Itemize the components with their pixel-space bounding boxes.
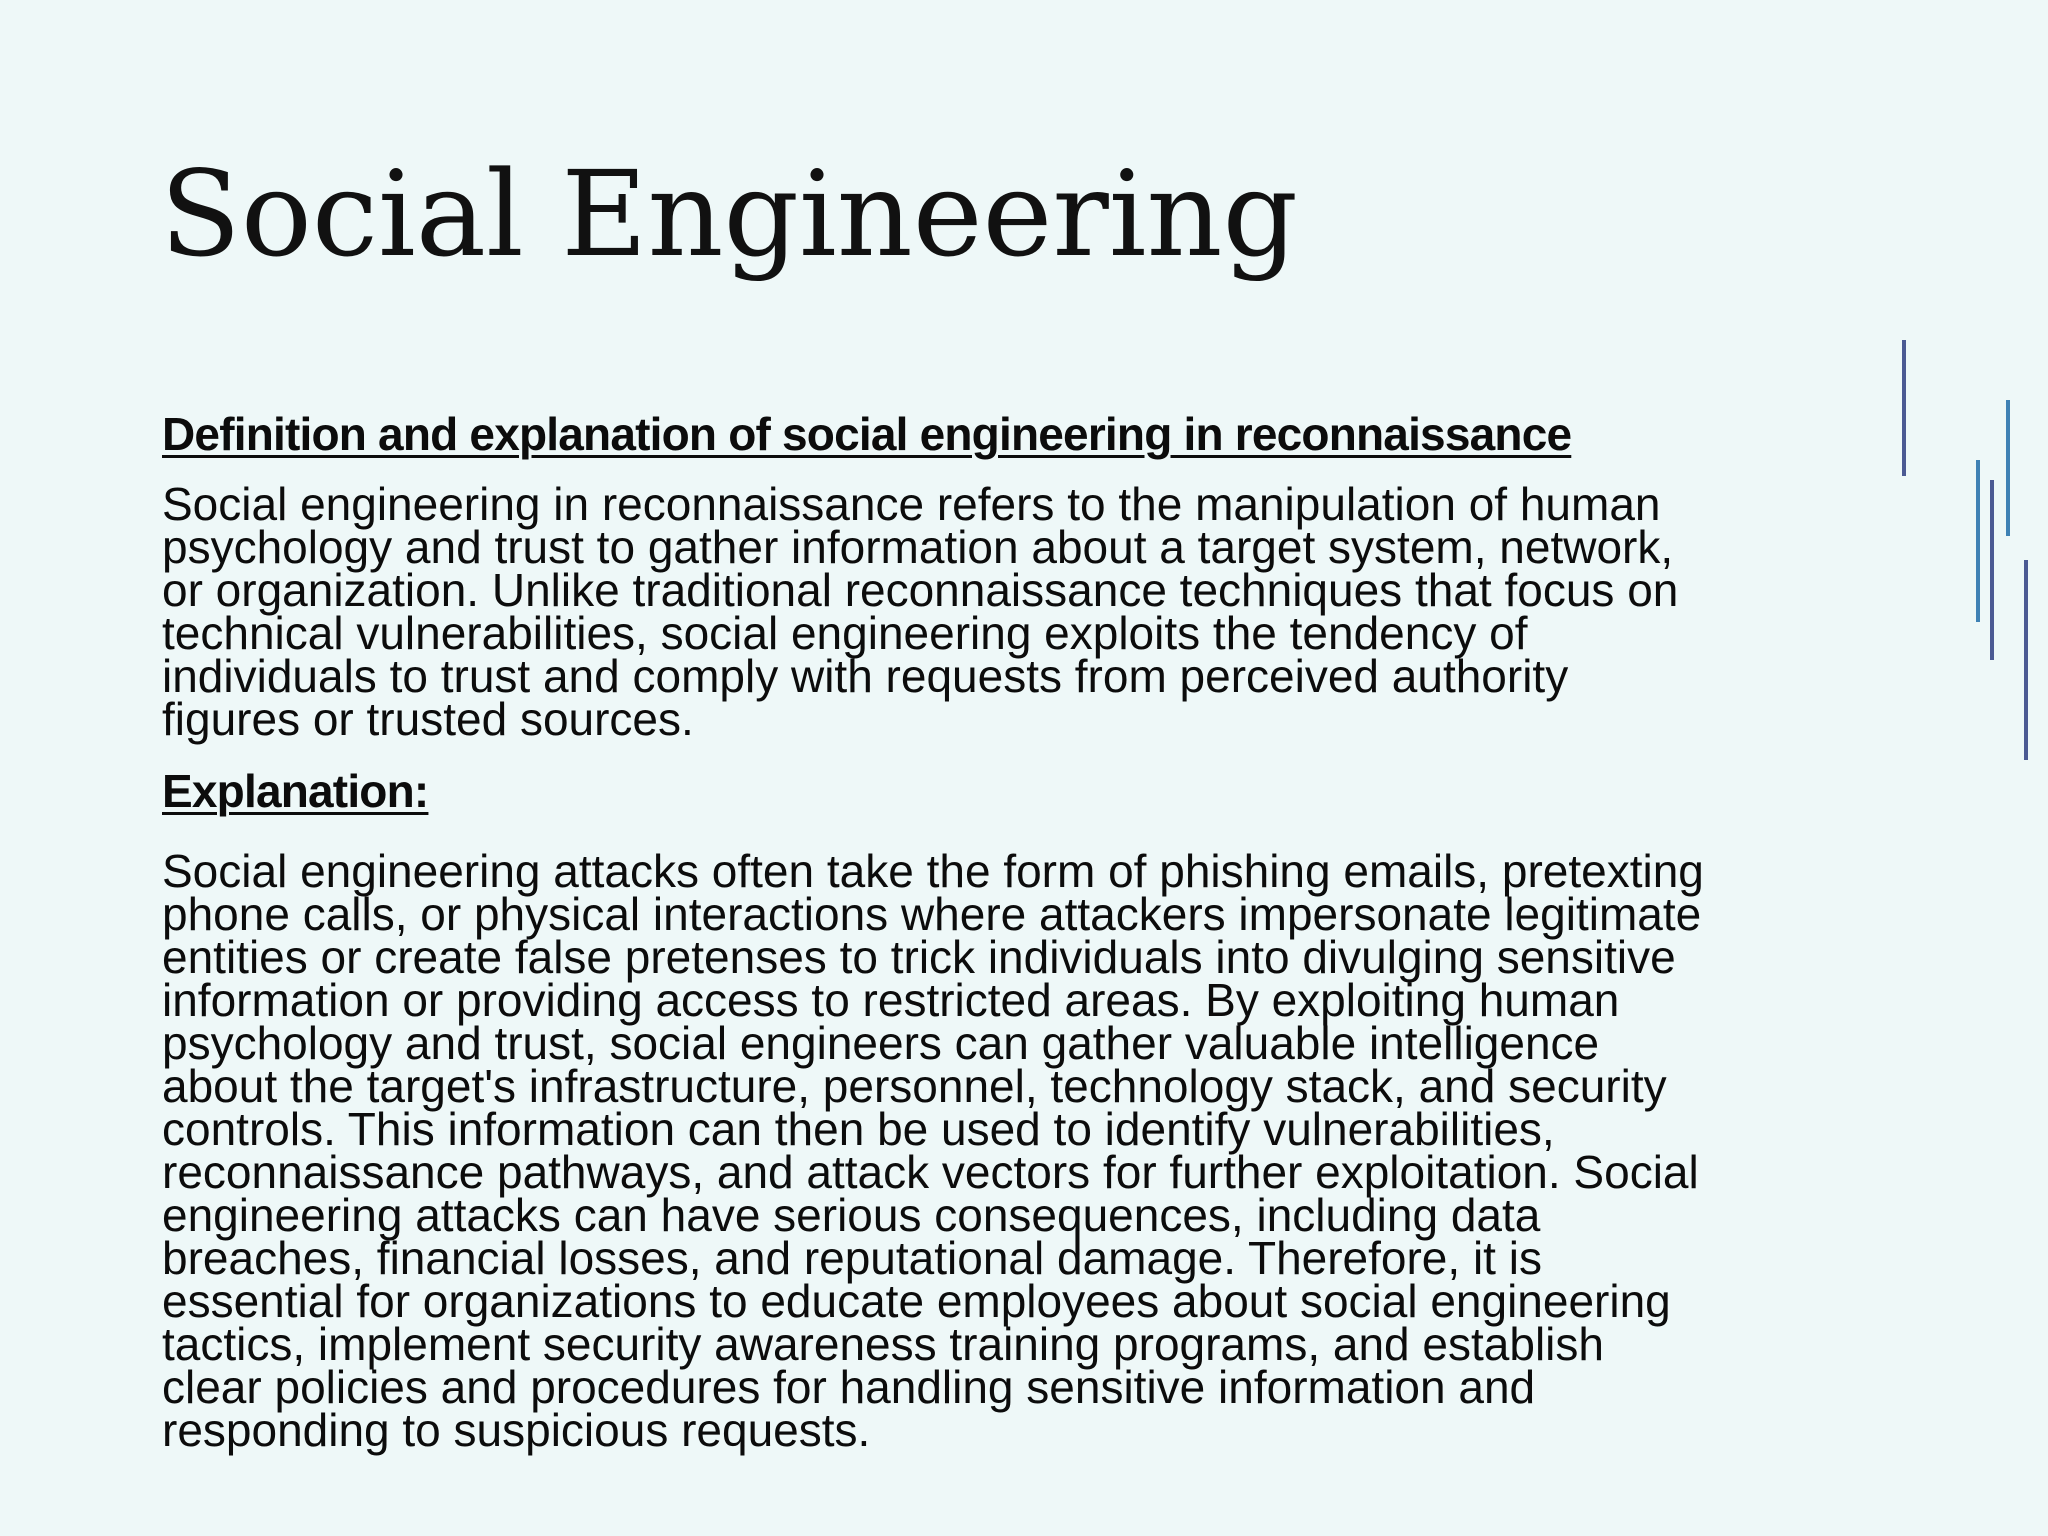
section-paragraph-explanation: Social engineering attacks often take the form of phishing emails, pretexting phone calls, or physical interactions where attackers impersonate legitimate entities or create false pretenses to trick individuals into divulging sensitive information or providing access to restricted areas. By exploiting human psychology and trust, social engineers can gather valuable intelligence about the target's infrastructure, personnel, technology stack, and security controls. This information can then be used to identify vulnerabilities, reconnaissance pathways, and attack vectors for further exploitation. Social engineering attacks can have serious consequences, including data breaches, financial losses, and reputational damage. Therefore, it is essential for organizations to educate employees about social engineering tactics, implement security awareness training programs, and establish clear policies and procedures for handling sensitive information and responding to suspicious requests. — [162, 844, 1704, 1456]
slide-body — [162, 408, 1902, 1456]
slide-title: Social Engineering — [160, 145, 1299, 283]
section-paragraph-definition: Social engineering in reconnaissance refers to the manipulation of human psychology and trust to gather information about a target system, network, or organization. Unlike traditional reconnaissance techniques that focus on technical vulnerabilities, social engineering exploits the tendency of individuals to trust and comply with requests from perceived authority figures or trusted sources. — [162, 477, 1679, 745]
section-heading-explanation: Explanation: — [162, 764, 429, 817]
section-heading-definition: Definition and explanation of social engineering in reconnaissance — [162, 408, 1572, 460]
